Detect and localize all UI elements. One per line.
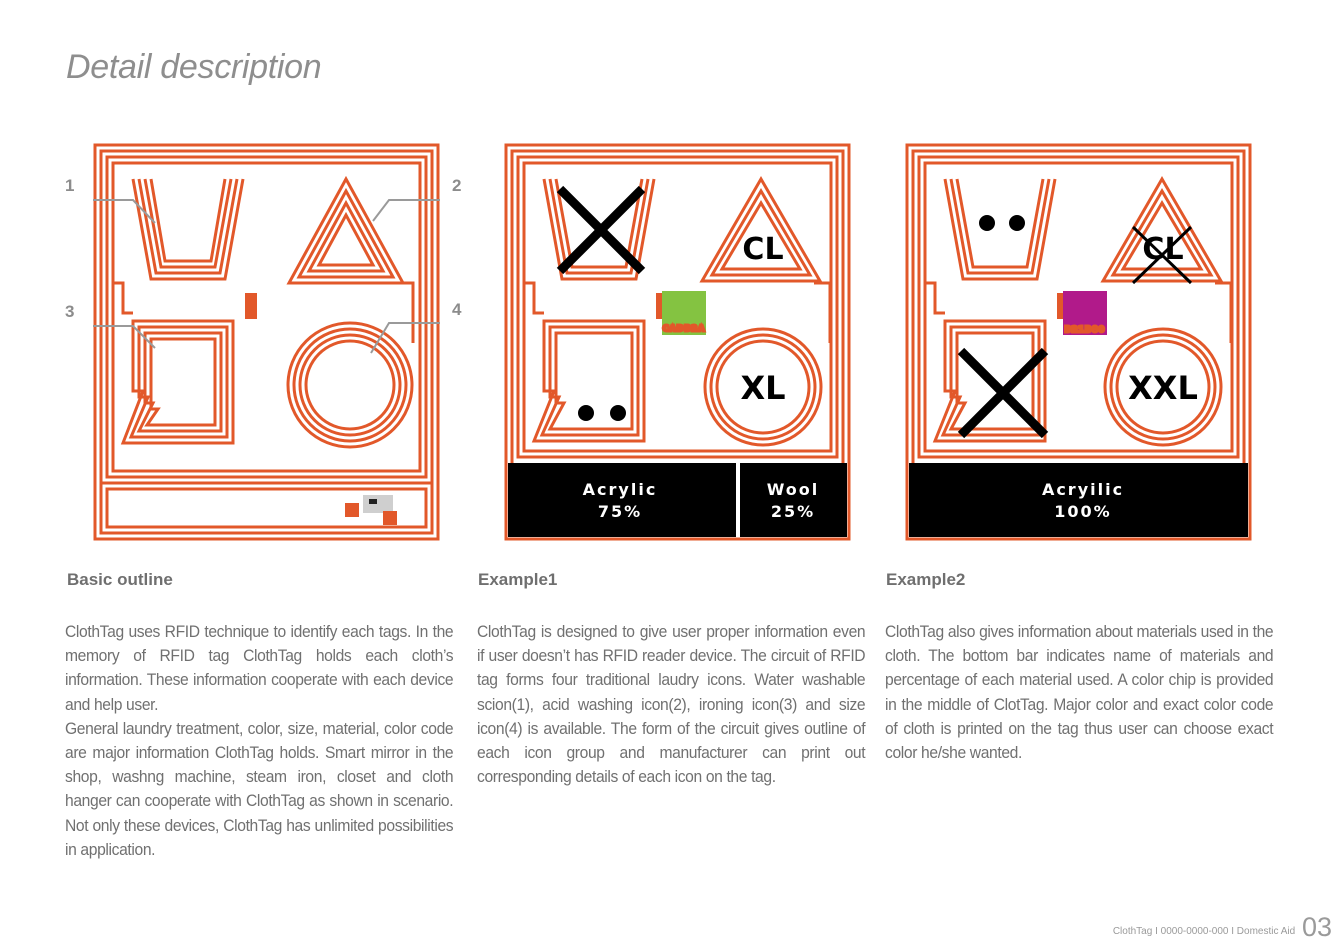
iron-dot xyxy=(578,405,594,421)
wash-dot xyxy=(979,215,995,231)
column-text-example2 xyxy=(885,620,1273,765)
wash-dot xyxy=(1009,215,1025,231)
example1-diagram xyxy=(504,143,851,541)
size-circle-outline xyxy=(288,323,412,447)
iron-dot xyxy=(610,405,626,421)
material-name: Wool xyxy=(766,480,820,499)
iron-outline xyxy=(123,321,233,443)
bleach-label: CL xyxy=(1142,232,1184,267)
paragraph: ClothTag uses RFID technique to identify each tags. In the memory of RFID tag ClothTag holds each cloth’s information. These information cooperate with each device and help user. xyxy=(65,622,454,714)
callout-numbers xyxy=(60,170,480,330)
column-text-example1 xyxy=(477,620,865,789)
materials-bar xyxy=(909,463,1248,537)
callout-2: 2 xyxy=(452,176,462,195)
callout-4: 4 xyxy=(452,300,462,319)
materials-bar xyxy=(508,463,847,537)
page-footer xyxy=(1113,912,1332,943)
column-heading-basic: Basic outline xyxy=(67,570,173,589)
paragraph: ClothTag is designed to give user proper information even if user doesn’t has RFID reader device. The circuit of RFID tag forms four traditional laudry icons. Water washable scion(1), acid washing icon(2), ironing icon(3) and size icon(4) is available. The form of the circuit gives outline of each icon group and manufacturer can print out corresponding details of each icon on the tag. xyxy=(477,622,866,787)
bleach-label: CL xyxy=(742,232,784,267)
paragraph: ClothTag also gives information about materials used in the cloth. The bottom bar indicates name of materials and percentage of each material used. A color chip is provided in the middle of ClotTag. Major color and exact color code of cloth is printed on the tag thus user can choose exact color he/she wanted. xyxy=(885,622,1274,763)
material-percent: 100% xyxy=(1054,502,1112,521)
footer-text: ClothTag I 0000-0000-000 I Domestic Aid xyxy=(1112,926,1296,937)
paragraph: General laundry treatment, color, size, material, color code are major information ClothTag holds. Smart mirror in the shop, washng machine, steam iron, closet and cloth hanger can cooperate with ClothTag as shown in scenario. Not only these devices, ClothTag has unlimited possibilities in application. xyxy=(65,718,454,859)
material-percent: 75% xyxy=(597,502,643,521)
iron-outline xyxy=(534,321,644,441)
color-code: B21B80 xyxy=(1064,325,1106,334)
column-heading-example2: Example2 xyxy=(886,570,966,589)
page-number: 03 xyxy=(1301,912,1332,942)
material-name: Acryilic xyxy=(1041,480,1125,499)
column-heading-example1: Example1 xyxy=(478,570,558,589)
do-not-wash-mark xyxy=(560,189,642,271)
wash-tub-outline xyxy=(945,179,1055,279)
bar-divider xyxy=(736,463,740,537)
callout-1: 1 xyxy=(65,176,75,195)
example2-diagram xyxy=(905,143,1252,541)
page-title: Detail description xyxy=(66,48,322,86)
color-code: CADB2A xyxy=(662,324,706,333)
column-text-basic xyxy=(65,620,453,862)
size-label: XXL xyxy=(1128,369,1198,407)
callout-3: 3 xyxy=(65,302,75,321)
material-percent: 25% xyxy=(770,502,816,521)
material-name: Acrylic xyxy=(582,480,658,499)
size-label: XL xyxy=(740,369,786,407)
